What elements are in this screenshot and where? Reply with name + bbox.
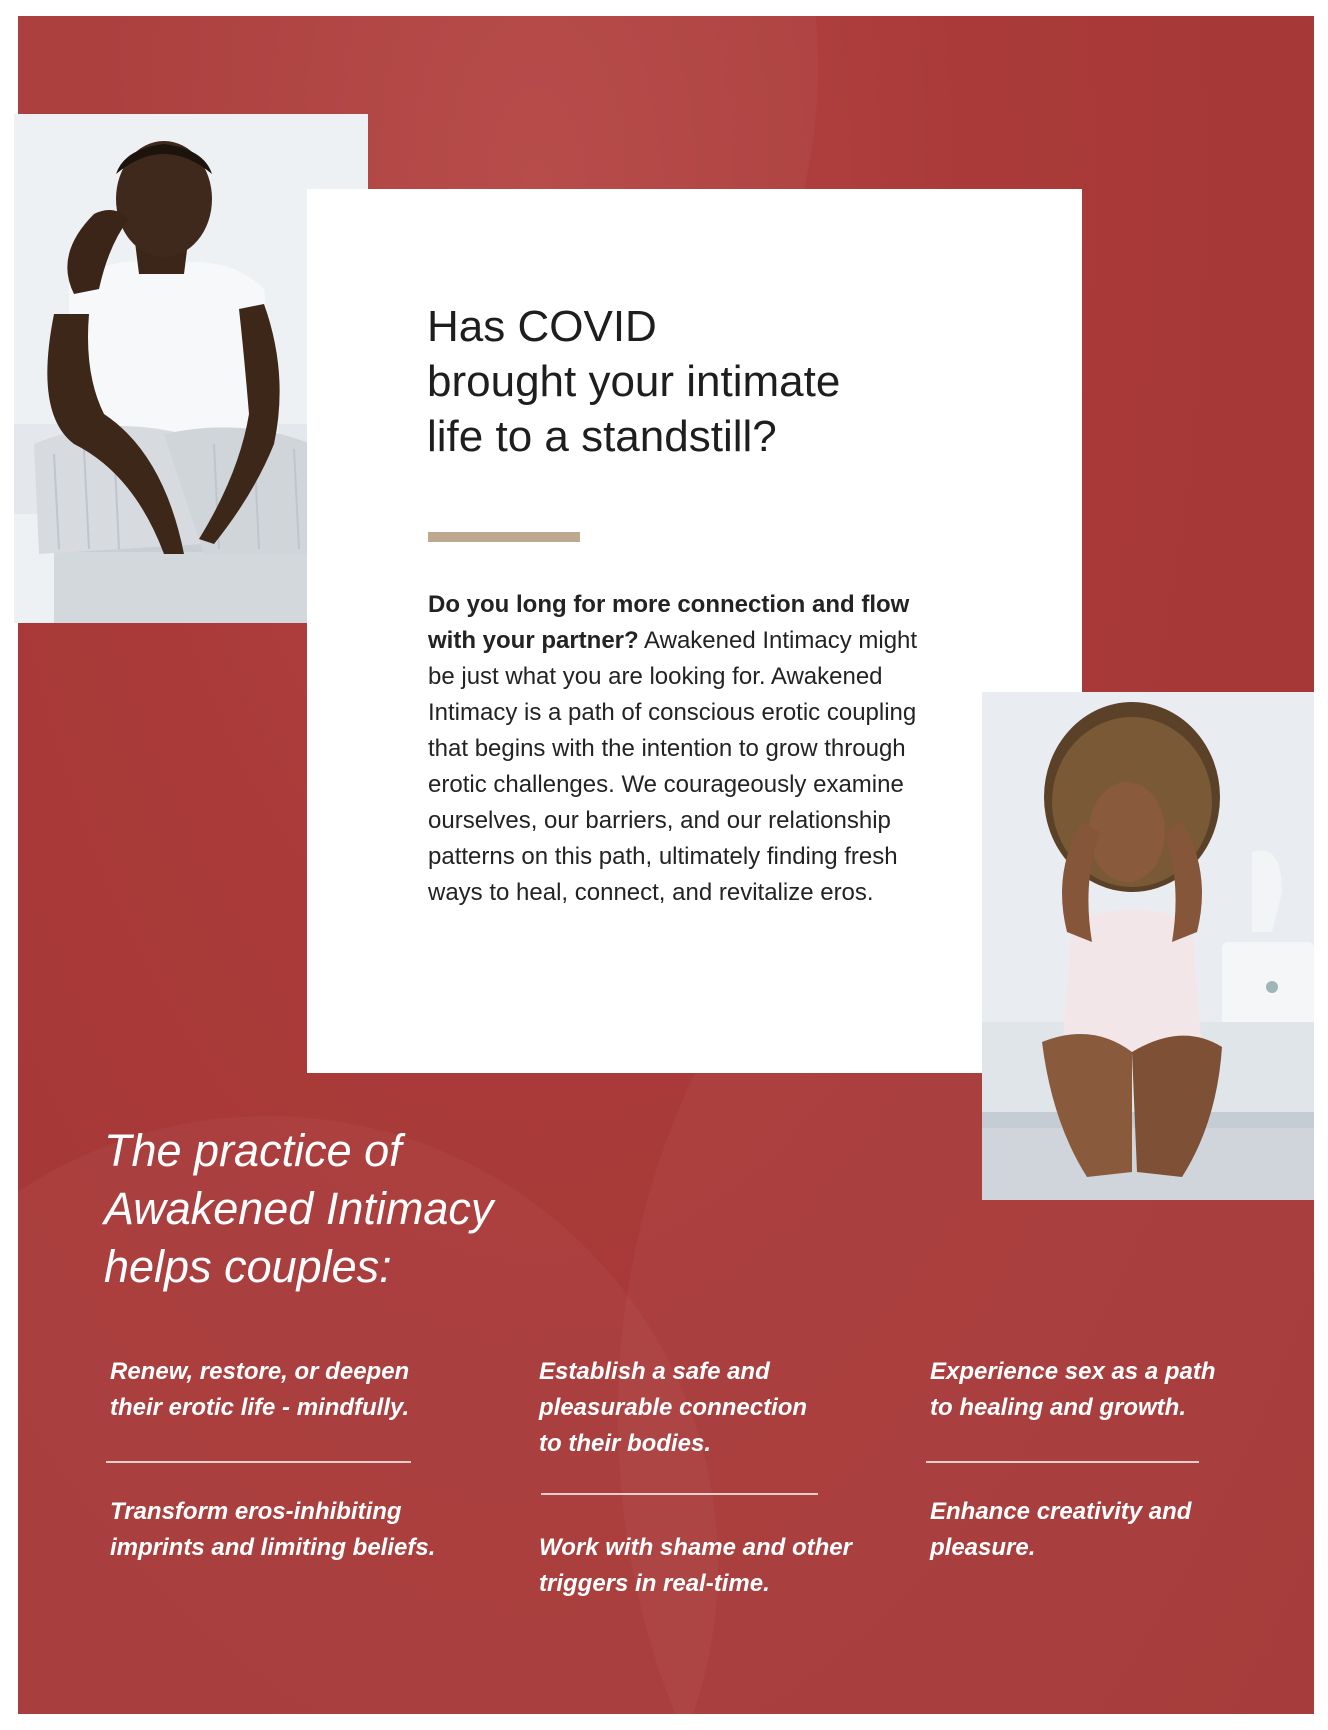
practice-heading: The practice of Awakened Intimacy helps couples: <box>104 1125 494 1292</box>
benefit-divider <box>926 1461 1199 1463</box>
intro-card <box>307 189 1082 1073</box>
intro-question: Do you long for more connection and flow with your partner? <box>428 591 910 654</box>
benefit-experience: Experience sex as a path to healing and growth. <box>930 1358 1216 1421</box>
benefit-establish: Establish a safe and pleasurable connection to their bodies. <box>539 1358 808 1457</box>
benefit-divider <box>541 1493 818 1495</box>
benefit-transform: Transform eros-inhibiting imprints and limiting beliefs. <box>110 1498 436 1561</box>
intro-description: Awakened Intimacy might be just what you are looking for. Awakened Intimacy is a path of conscious erotic coupling that begins with the intention to grow through erotic challenges. We courageously examine ourselves, our barriers, and our relationship patterns on this path, ultimately finding fresh ways to heal, connect, and revitalize eros. <box>428 627 918 906</box>
benefit-shame: Work with shame and other triggers in real-time. <box>539 1534 852 1597</box>
accent-divider <box>428 532 580 542</box>
benefit-renew: Renew, restore, or deepen their erotic life - mindfully. <box>110 1358 410 1421</box>
intro-paragraph <box>428 587 948 911</box>
headline: Has COVID brought your intimate life to a standstill? <box>427 302 841 461</box>
benefit-divider <box>106 1461 411 1463</box>
woman-photo <box>982 692 1314 1200</box>
benefit-enhance: Enhance creativity and pleasure. <box>930 1498 1192 1561</box>
